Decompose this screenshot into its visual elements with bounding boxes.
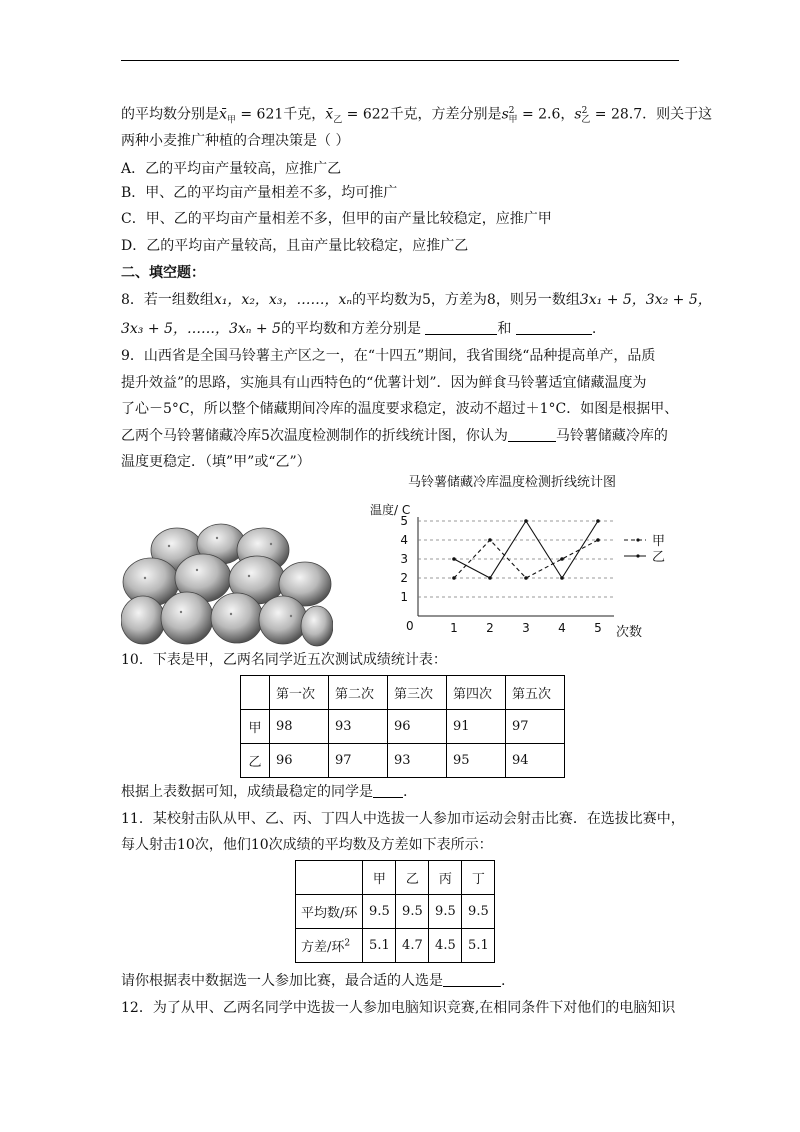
data-point: [488, 538, 492, 542]
table-corner-cell: [241, 676, 270, 710]
q10-intro: 10．下表是甲，乙两名同学近五次测试成绩统计表：: [121, 652, 447, 668]
x-axis-label: 次数: [616, 625, 643, 640]
table-header-cell: 丙: [429, 861, 462, 895]
table-cell: 98: [270, 710, 329, 744]
table-header-cell: 第一次: [270, 676, 329, 710]
table-cell: 97: [329, 744, 388, 778]
table-cell: 4.7: [396, 929, 429, 963]
y-tick-label: 3: [400, 552, 408, 566]
legend-marker: [636, 554, 639, 557]
q8-line1: 8．若一组数组x₁，x₂，x₃，……，xₙ的平均数为5，方差为8，则另一数组3x₁ + 5，3x₂ + 5，: [121, 292, 712, 308]
row-label: 方差/环$^2$: [296, 929, 363, 963]
table-row: [296, 929, 495, 963]
table-header-row: [296, 861, 495, 895]
series-line-1: [454, 521, 598, 578]
y-tick-label: 2: [400, 571, 408, 585]
y-tick-label: 5: [400, 514, 408, 528]
table-cell: 9.5: [396, 895, 429, 929]
table-row: [296, 895, 495, 929]
table-cell: 5.1: [462, 929, 495, 963]
q11-line1: 11．某校射击队从甲、乙、丙、丁四人中选拔一人参加市运动会射击比赛．在选拔比赛中，: [121, 811, 685, 827]
row-label: 甲: [241, 710, 270, 744]
data-point: [524, 576, 528, 580]
data-point: [560, 557, 564, 561]
legend-marker: [636, 538, 639, 541]
data-point: [596, 519, 600, 523]
q11-line2: 每人射击10次，他们10次成绩的平均数及方差如下表所示：: [121, 837, 493, 853]
q9-line2: 提升效益”的思路，实施具有山西特色的“优薯计划”．因为鲜食马铃薯适宜储藏温度为: [121, 375, 647, 391]
table-header-cell: 第五次: [506, 676, 565, 710]
section-title-fill-in: 二、填空题：: [121, 265, 205, 281]
q11-shooting-table: [295, 860, 495, 963]
q10-score-table: [240, 675, 565, 778]
table-cell: 94: [506, 744, 565, 778]
table-row: [241, 710, 565, 744]
table-cell: 93: [329, 710, 388, 744]
q8-blank-mean[interactable]: [425, 320, 497, 335]
data-point: [452, 576, 456, 580]
q7-option-b: B．甲、乙的平均亩产量相差不多，均可推广: [121, 185, 398, 201]
q9-line3: 了心－5°C，所以整个储藏期间冷库的温度要求稳定，波动不超过＋1°C．如图是根据甲、: [121, 401, 679, 417]
q10-blank[interactable]: [373, 783, 403, 798]
table-cell: 4.5: [429, 929, 462, 963]
table-cell: 93: [388, 744, 447, 778]
table-header-cell: 第三次: [388, 676, 447, 710]
q7-option-d: D．乙的平均亩产量较高，且亩产量比较稳定，应推广乙: [121, 238, 469, 254]
q7-option-a: A．乙的平均亩产量较高，应推广乙: [121, 161, 342, 177]
q8-line2: 3x₃ + 5，……，3xₙ + 5的平均数和方差分别是 和 .: [121, 321, 597, 337]
q9-line1: 9．山西省是全国马铃薯主产区之一，在“十四五”期间，我省围绕“品种提高单产，品质: [121, 348, 656, 364]
x-tick-label: 3: [522, 621, 530, 635]
table-header-cell: 第四次: [447, 676, 506, 710]
q12-line1: 12．为了从甲、乙两名同学中选拔一人参加电脑知识竞赛,在相同条件下对他们的电脑知识: [121, 1000, 676, 1016]
legend-label: 甲: [652, 534, 666, 549]
temperature-line-chart: [362, 470, 670, 640]
q9-line4: 乙两个马铃薯储藏冷库5次温度检测制作的折线统计图，你认为 马铃薯储藏冷库的: [121, 428, 668, 444]
table-header-cell: 甲: [363, 861, 396, 895]
data-point: [560, 576, 564, 580]
q10-question: 根据上表数据可知，成绩最稳定的同学是 .: [121, 784, 408, 800]
chart-title: 马铃薯储藏冷库温度检测折线统计图: [408, 475, 617, 490]
x-tick-label: 2: [486, 621, 494, 635]
table-header-cell: 丁: [462, 861, 495, 895]
table-header-cell: 乙: [396, 861, 429, 895]
table-cell: 5.1: [363, 929, 396, 963]
data-point: [452, 557, 456, 561]
table-corner-cell: [296, 861, 363, 895]
q11-question: 请你根据表中数据选一人参加比赛，最合适的人选是 .: [121, 973, 506, 989]
q11-blank[interactable]: [443, 972, 501, 987]
header-rule: [121, 60, 679, 61]
row-label: 乙: [241, 744, 270, 778]
table-cell: 9.5: [429, 895, 462, 929]
y-tick-label: 1: [400, 590, 408, 604]
table-row: [241, 744, 565, 778]
q7-option-c: C．甲、乙的平均亩产量相差不多，但甲的亩产量比较稳定，应推广甲: [121, 211, 552, 227]
table-header-cell: 第二次: [329, 676, 388, 710]
table-cell: 95: [447, 744, 506, 778]
table-cell: 9.5: [462, 895, 495, 929]
data-point: [524, 519, 528, 523]
q7-stem-line1: 的平均数分别是$x̄_甲 = 621$千克，$x̄_乙 = 622$千克，方差分别是$s^2_甲 = 2.6$，$s^2_乙 = 28.7$．则关于这: [121, 106, 713, 126]
legend-label: 乙: [652, 550, 666, 565]
table-cell: 96: [270, 744, 329, 778]
q8-blank-variance[interactable]: [516, 320, 592, 335]
origin-label: 0: [406, 619, 414, 633]
x-tick-label: 4: [558, 621, 566, 635]
table-cell: 97: [506, 710, 565, 744]
table-cell: 9.5: [363, 895, 396, 929]
y-tick-label: 4: [400, 533, 408, 547]
q9-blank[interactable]: [508, 427, 556, 442]
data-point: [596, 538, 600, 542]
table-cell: 96: [388, 710, 447, 744]
q7-stem-line2: 两种小麦推广种植的合理决策是（ ）: [121, 133, 350, 149]
row-label: 平均数/环: [296, 895, 363, 929]
potato-pile-image: [121, 520, 333, 648]
y-axis-label: 温度/ C: [370, 503, 411, 517]
table-cell: 91: [447, 710, 506, 744]
q9-line5: 温度更稳定．（填”甲”或“乙”）: [121, 454, 311, 470]
x-tick-label: 1: [450, 621, 458, 635]
data-point: [488, 576, 492, 580]
x-tick-label: 5: [594, 621, 602, 635]
table-header-row: [241, 676, 565, 710]
